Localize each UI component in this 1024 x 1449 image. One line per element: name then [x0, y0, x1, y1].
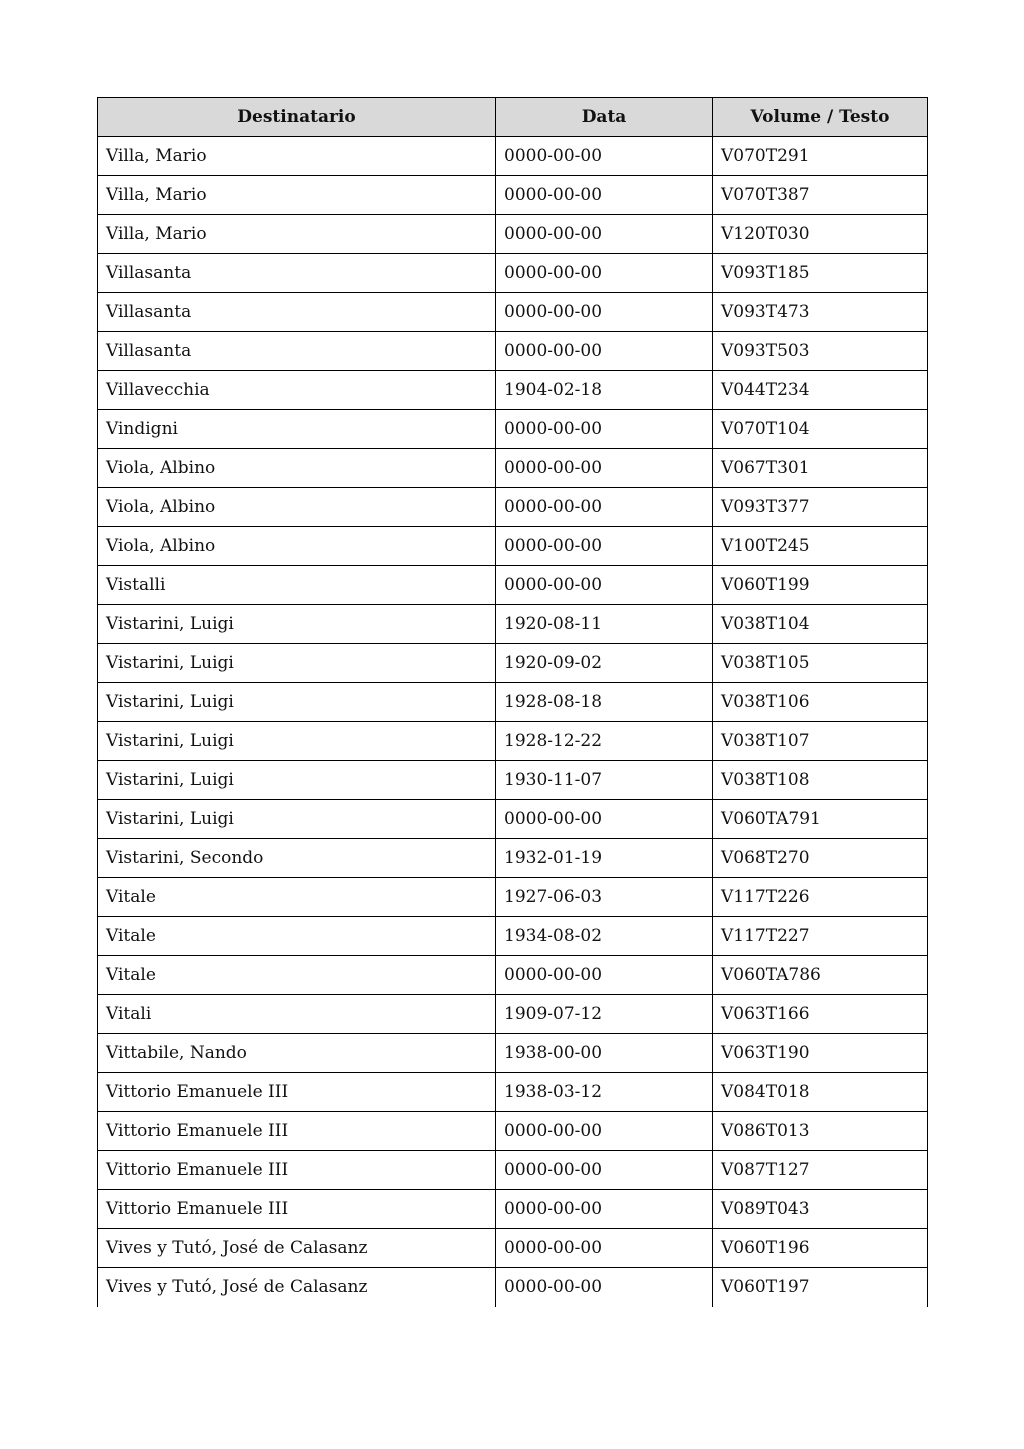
cell-data: 1928-12-22: [496, 722, 713, 761]
cell-volume-testo: V067T301: [713, 449, 928, 488]
cell-volume-testo: V089T043: [713, 1190, 928, 1229]
cell-destinatario: Vistarini, Luigi: [98, 722, 496, 761]
table-row: [98, 566, 928, 605]
cell-destinatario: Vistarini, Secondo: [98, 839, 496, 878]
cell-volume-testo: V117T227: [713, 917, 928, 956]
cell-data: 0000-00-00: [496, 176, 713, 215]
cell-destinatario: Vives y Tutó, José de Calasanz: [98, 1268, 496, 1307]
cell-data: 1930-11-07: [496, 761, 713, 800]
table-row: [98, 1151, 928, 1190]
cell-data: 0000-00-00: [496, 566, 713, 605]
cell-data: 0000-00-00: [496, 1268, 713, 1307]
table-row: [98, 722, 928, 761]
cell-destinatario: Vittorio Emanuele III: [98, 1073, 496, 1112]
cell-volume-testo: V093T503: [713, 332, 928, 371]
table-row: [98, 917, 928, 956]
cell-data: 1920-08-11: [496, 605, 713, 644]
cell-destinatario: Villa, Mario: [98, 215, 496, 254]
table-row: [98, 644, 928, 683]
table-row: [98, 761, 928, 800]
cell-volume-testo: V070T104: [713, 410, 928, 449]
table-row: [98, 215, 928, 254]
header-row: [98, 98, 928, 137]
cell-volume-testo: V087T127: [713, 1151, 928, 1190]
cell-destinatario: Vitale: [98, 956, 496, 995]
table-row: [98, 800, 928, 839]
cell-destinatario: Vistalli: [98, 566, 496, 605]
table-body: [98, 137, 928, 1307]
header-volume-testo: Volume / Testo: [713, 98, 928, 137]
cell-destinatario: Vitali: [98, 995, 496, 1034]
table-row: [98, 1034, 928, 1073]
cell-data: 0000-00-00: [496, 1229, 713, 1268]
cell-volume-testo: V060T197: [713, 1268, 928, 1307]
table-header: [98, 98, 928, 137]
table-row: [98, 293, 928, 332]
table-row: [98, 176, 928, 215]
table-row: [98, 410, 928, 449]
cell-volume-testo: V060T196: [713, 1229, 928, 1268]
cell-data: 0000-00-00: [496, 137, 713, 176]
table-row: [98, 137, 928, 176]
cell-volume-testo: V100T245: [713, 527, 928, 566]
cell-data: 1928-08-18: [496, 683, 713, 722]
cell-data: 1927-06-03: [496, 878, 713, 917]
cell-data: 1932-01-19: [496, 839, 713, 878]
cell-data: 1938-00-00: [496, 1034, 713, 1073]
cell-data: 0000-00-00: [496, 527, 713, 566]
cell-data: 1904-02-18: [496, 371, 713, 410]
cell-volume-testo: V060TA786: [713, 956, 928, 995]
cell-destinatario: Vistarini, Luigi: [98, 683, 496, 722]
cell-data: 0000-00-00: [496, 800, 713, 839]
cell-volume-testo: V084T018: [713, 1073, 928, 1112]
table-row: [98, 683, 928, 722]
header-destinatario: Destinatario: [98, 98, 496, 137]
cell-data: 0000-00-00: [496, 449, 713, 488]
table-row: [98, 1229, 928, 1268]
cell-volume-testo: V038T106: [713, 683, 928, 722]
cell-data: 0000-00-00: [496, 254, 713, 293]
cell-destinatario: Vittorio Emanuele III: [98, 1112, 496, 1151]
cell-destinatario: Viola, Albino: [98, 449, 496, 488]
cell-data: 0000-00-00: [496, 1151, 713, 1190]
letters-index-table: [97, 97, 928, 1307]
cell-volume-testo: V063T166: [713, 995, 928, 1034]
cell-destinatario: Viola, Albino: [98, 527, 496, 566]
table-row: [98, 449, 928, 488]
cell-data: 1920-09-02: [496, 644, 713, 683]
table-row: [98, 371, 928, 410]
cell-data: 0000-00-00: [496, 215, 713, 254]
cell-destinatario: Vindigni: [98, 410, 496, 449]
table-row: [98, 332, 928, 371]
cell-data: 1909-07-12: [496, 995, 713, 1034]
cell-data: 1938-03-12: [496, 1073, 713, 1112]
cell-destinatario: Vittorio Emanuele III: [98, 1190, 496, 1229]
cell-destinatario: Vives y Tutó, José de Calasanz: [98, 1229, 496, 1268]
cell-data: 0000-00-00: [496, 956, 713, 995]
cell-volume-testo: V068T270: [713, 839, 928, 878]
cell-volume-testo: V038T105: [713, 644, 928, 683]
cell-destinatario: Vitale: [98, 917, 496, 956]
cell-data: 0000-00-00: [496, 332, 713, 371]
cell-data: 1934-08-02: [496, 917, 713, 956]
cell-destinatario: Villasanta: [98, 332, 496, 371]
cell-volume-testo: V093T473: [713, 293, 928, 332]
cell-destinatario: Villasanta: [98, 254, 496, 293]
cell-volume-testo: V070T291: [713, 137, 928, 176]
cell-volume-testo: V063T190: [713, 1034, 928, 1073]
cell-destinatario: Vistarini, Luigi: [98, 761, 496, 800]
table-row: [98, 995, 928, 1034]
table-row: [98, 488, 928, 527]
table-row: [98, 1073, 928, 1112]
table-row: [98, 956, 928, 995]
cell-data: 0000-00-00: [496, 1112, 713, 1151]
cell-volume-testo: V060TA791: [713, 800, 928, 839]
cell-volume-testo: V120T030: [713, 215, 928, 254]
cell-destinatario: Vistarini, Luigi: [98, 644, 496, 683]
cell-data: 0000-00-00: [496, 488, 713, 527]
cell-volume-testo: V117T226: [713, 878, 928, 917]
cell-destinatario: Vistarini, Luigi: [98, 605, 496, 644]
cell-volume-testo: V093T185: [713, 254, 928, 293]
cell-destinatario: Villa, Mario: [98, 137, 496, 176]
cell-volume-testo: V038T104: [713, 605, 928, 644]
table-row: [98, 1112, 928, 1151]
cell-destinatario: Villa, Mario: [98, 176, 496, 215]
cell-data: 0000-00-00: [496, 293, 713, 332]
cell-volume-testo: V044T234: [713, 371, 928, 410]
cell-destinatario: Vitale: [98, 878, 496, 917]
cell-volume-testo: V070T387: [713, 176, 928, 215]
cell-destinatario: Villasanta: [98, 293, 496, 332]
cell-data: 0000-00-00: [496, 410, 713, 449]
cell-volume-testo: V060T199: [713, 566, 928, 605]
cell-volume-testo: V038T107: [713, 722, 928, 761]
table-row: [98, 605, 928, 644]
cell-destinatario: Vistarini, Luigi: [98, 800, 496, 839]
table-row: [98, 1190, 928, 1229]
table-row: [98, 839, 928, 878]
cell-destinatario: Vittabile, Nando: [98, 1034, 496, 1073]
cell-destinatario: Vittorio Emanuele III: [98, 1151, 496, 1190]
cell-data: 0000-00-00: [496, 1190, 713, 1229]
table-row: [98, 1268, 928, 1307]
cell-volume-testo: V086T013: [713, 1112, 928, 1151]
table-row: [98, 254, 928, 293]
cell-destinatario: Villavecchia: [98, 371, 496, 410]
table-row: [98, 878, 928, 917]
cell-destinatario: Viola, Albino: [98, 488, 496, 527]
cell-volume-testo: V038T108: [713, 761, 928, 800]
table-row: [98, 527, 928, 566]
header-data: Data: [496, 98, 713, 137]
cell-volume-testo: V093T377: [713, 488, 928, 527]
